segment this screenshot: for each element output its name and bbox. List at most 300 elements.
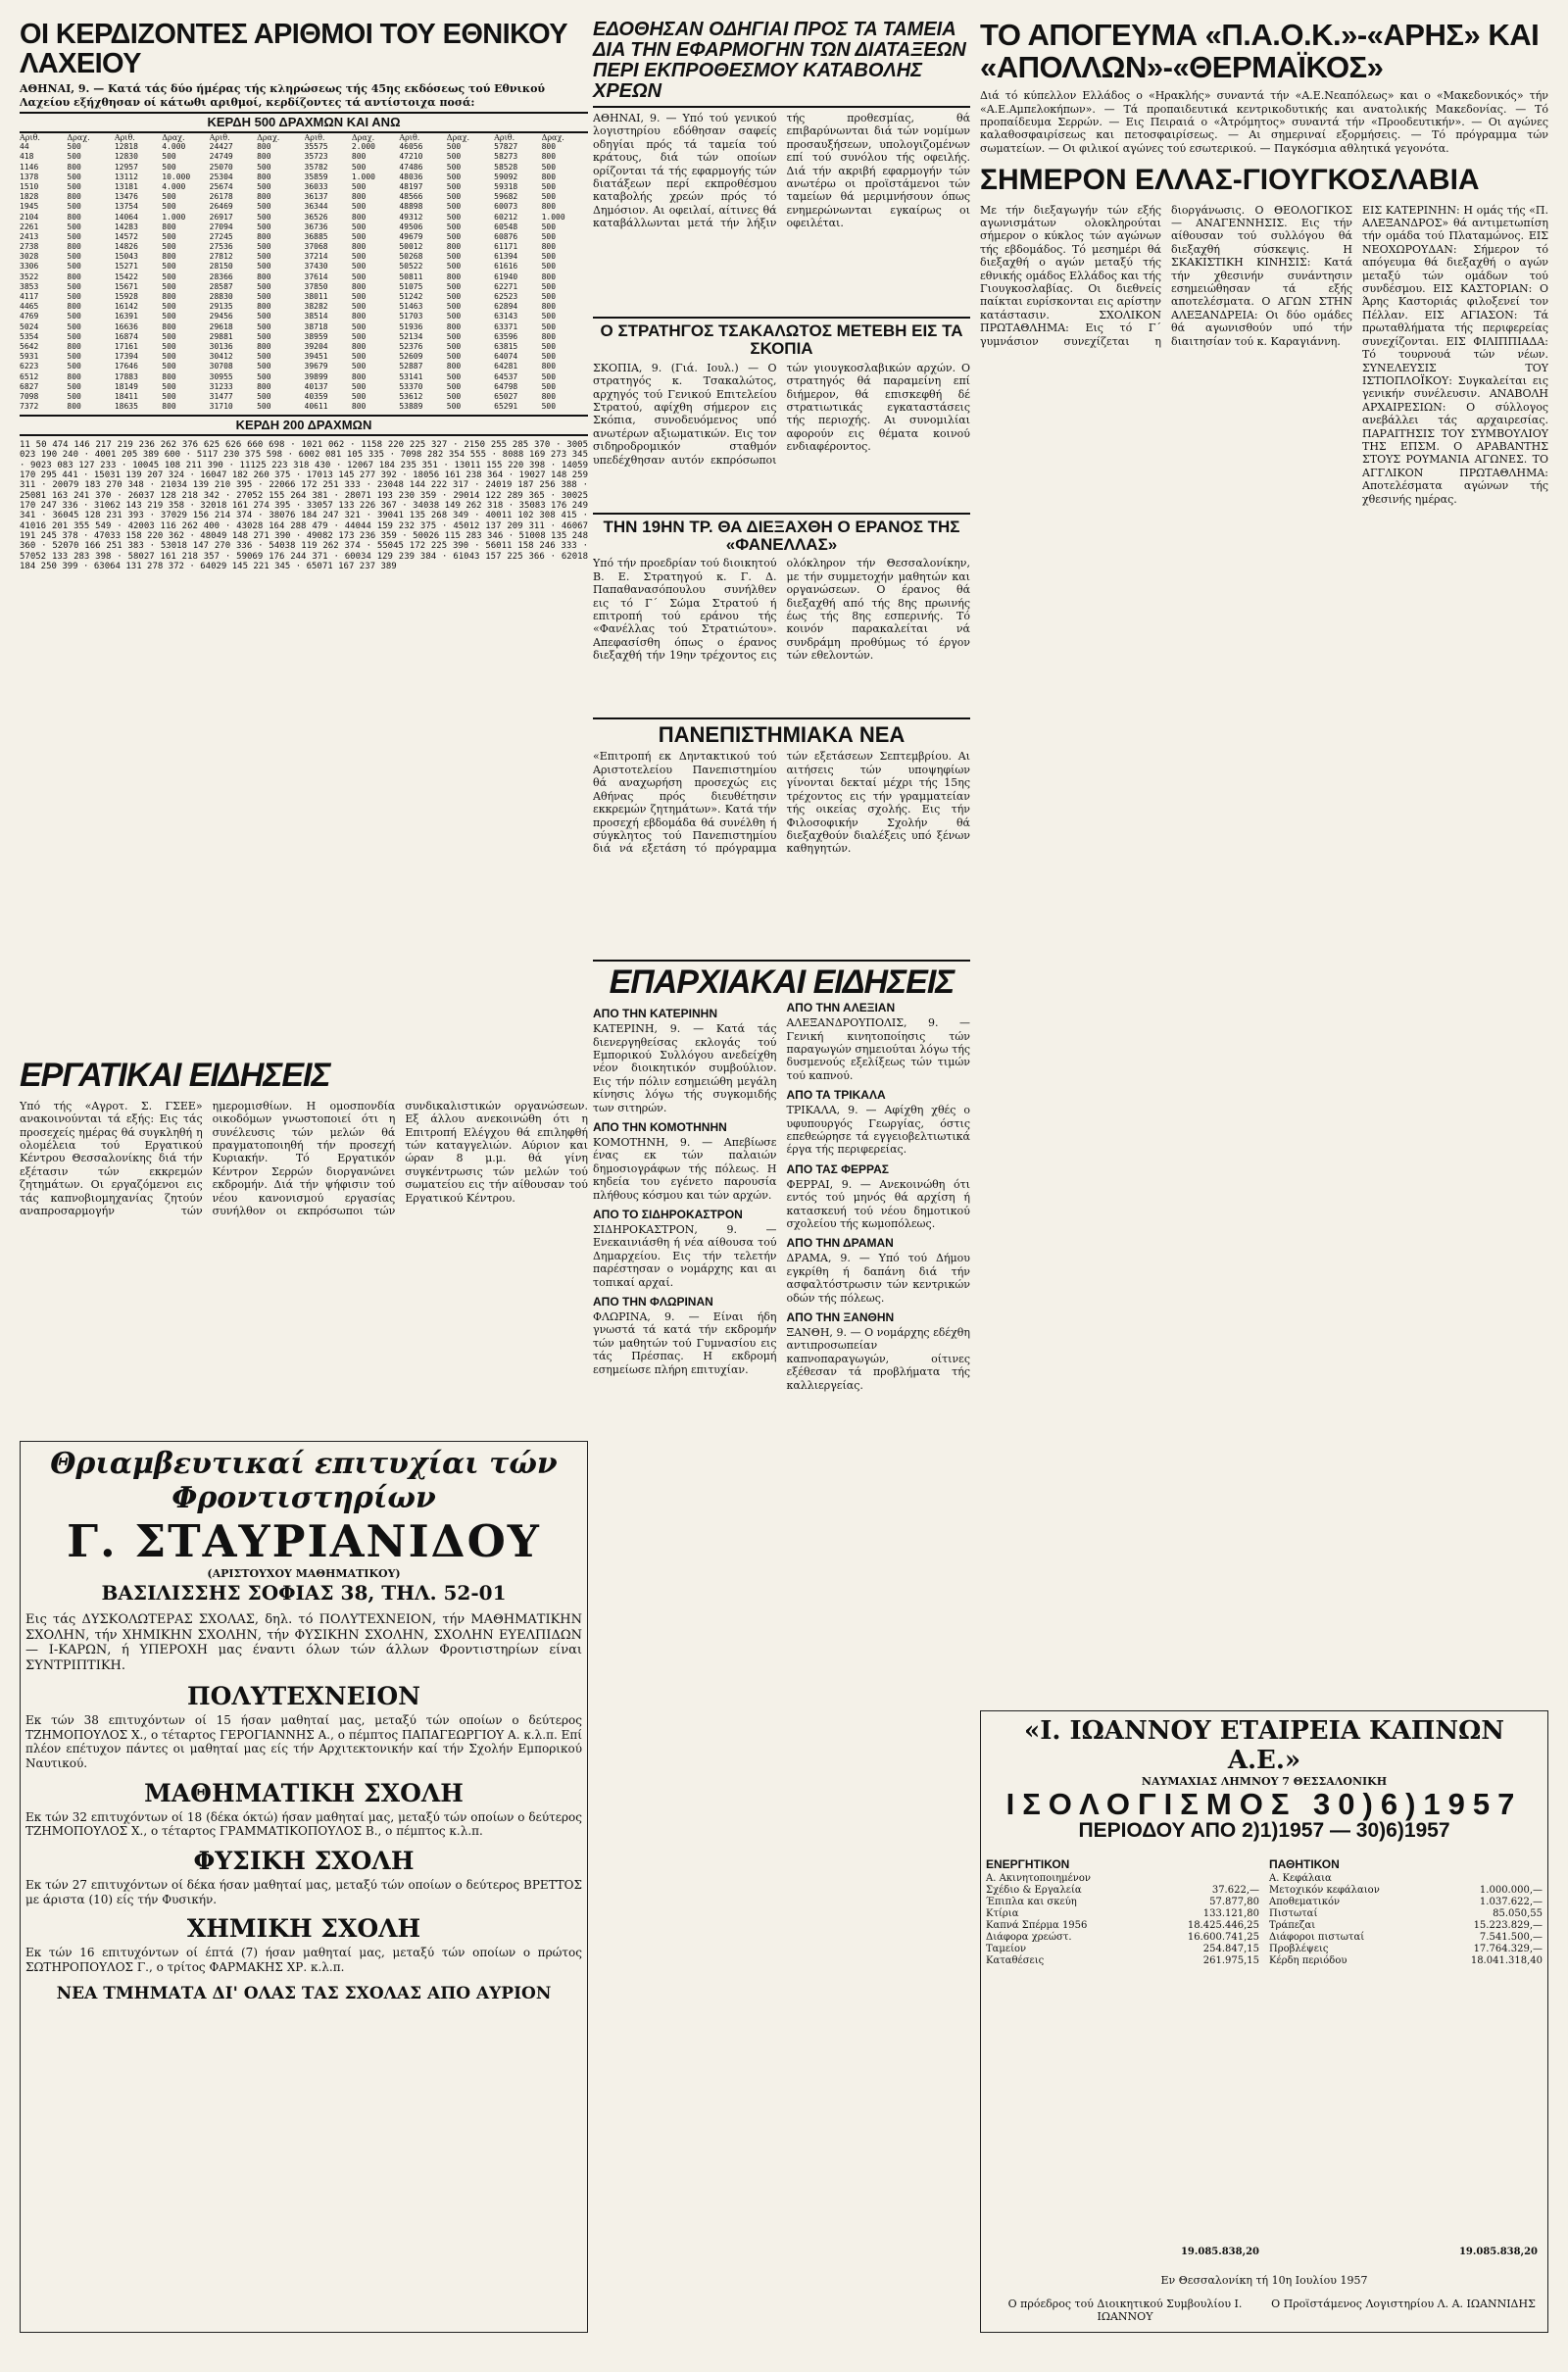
lottery-cell: 10.000 bbox=[162, 172, 191, 181]
lottery-cell: 500 bbox=[162, 391, 176, 401]
lottery-cell: 500 bbox=[162, 362, 176, 371]
lottery-cell: 53889 bbox=[399, 402, 423, 412]
lottery-cell: 800 bbox=[541, 362, 557, 371]
lottery-column-header: Δραχ. bbox=[446, 133, 470, 143]
lottery-cell: 800 bbox=[541, 272, 557, 281]
lottery-cell: 500 bbox=[446, 212, 462, 222]
lottery-cell: 800 bbox=[541, 152, 557, 162]
province-text: ΑΛΕΞΑΝΔΡΟΥΠΟΛΙΣ, 9. — Γενική κινητοποίησις τών παραγωγών σημειούται λόγω τής δυσμενούς εξελίξεως τών τιμών τού καπνού. bbox=[786, 1016, 970, 1082]
lottery-cell: 500 bbox=[162, 281, 176, 291]
lottery-cell: 500 bbox=[257, 242, 271, 252]
province-place: ΑΠΟ ΤΑ ΤΡΙΚΑΛΑ bbox=[786, 1088, 886, 1103]
lottery-cell: 28587 bbox=[209, 281, 233, 291]
tutoring-section-title: ΧΗΜΙΚΗ ΣΧΟΛΗ bbox=[186, 1914, 421, 1944]
lottery-cell: 7372 bbox=[20, 402, 39, 412]
tutoring-section-title: ΜΑΘΗΜΑΤΙΚΗ ΣΧΟΛΗ bbox=[144, 1778, 464, 1807]
asset-row bbox=[986, 1873, 1259, 1885]
lottery-cell: 17883 bbox=[114, 371, 138, 381]
lottery-cell: 500 bbox=[541, 192, 557, 202]
lottery-cell: 500 bbox=[541, 281, 557, 291]
lottery-cell: 800 bbox=[67, 302, 81, 312]
lottery-column-header: Δραχ. bbox=[541, 133, 564, 143]
lottery-cell: 500 bbox=[351, 162, 367, 172]
lottery-cell: 14064 bbox=[114, 212, 138, 222]
lottery-cell: 60548 bbox=[494, 222, 518, 231]
asset-row bbox=[986, 1897, 1259, 1908]
cashiers-headline: ΕΔΟΘΗΣΑΝ ΟΔΗΓΙΑΙ ΠΡΟΣ ΤΑ ΤΑΜΕΙΑ ΔΙΑ ΤΗΝ ΕΦΑΡΜΟΓΗΝ ΤΩΝ ΔΙΑΤΑΞΕΩΝ ΠΕΡΙ ΕΚΠΡΟΘΕΣΜΟΥ ΚΑΤΑΒΟΛΗΣ ΧΡΕΩΝ bbox=[593, 20, 970, 108]
province-item bbox=[593, 1007, 777, 1114]
tobacco-title: ΙΣΟΛΟΓΙΣΜΟΣ 30)6)1957 bbox=[1005, 1786, 1523, 1821]
lottery-cell: 500 bbox=[67, 292, 81, 302]
lottery-cell: 500 bbox=[351, 202, 367, 212]
tutoring-result-section bbox=[25, 1847, 582, 1906]
liability-value: 7.541.500,— bbox=[1479, 1932, 1543, 1944]
lottery-cell: 35575 bbox=[304, 142, 328, 152]
lottery-cell: 64281 bbox=[494, 362, 518, 371]
liability-row bbox=[1269, 1944, 1543, 1955]
lottery-cell: 63815 bbox=[494, 341, 518, 351]
university-headline: ΠΑΝΕΠΙΣΤΗΜΙΑΚΑ ΝΕΑ bbox=[658, 722, 906, 748]
lottery-cell: 3853 bbox=[20, 281, 39, 291]
lottery-cell: 63371 bbox=[494, 321, 518, 331]
lottery-cell: 16391 bbox=[114, 312, 138, 321]
lottery-cell: 800 bbox=[446, 362, 462, 371]
lottery-cell: 38959 bbox=[304, 331, 328, 341]
lottery-cell: 3522 bbox=[20, 272, 39, 281]
lottery-cell: 37214 bbox=[304, 252, 328, 262]
lottery-cell: 800 bbox=[446, 321, 462, 331]
lottery-cell: 500 bbox=[351, 352, 367, 362]
lottery-cell: 500 bbox=[162, 262, 176, 272]
tobacco-headline: «Ι. ΙΩΑΝΝΟΥ ΕΤΑΙΡΕΙΑ ΚΑΠΝΩΝ Α.Ε.» bbox=[1023, 1716, 1505, 1775]
lottery-cell: 58273 bbox=[494, 152, 518, 162]
lottery-table-title: ΚΕΡΔΗ 500 ΔΡΑΧΜΩΝ ΚΑΙ ΑΝΩ bbox=[20, 112, 588, 133]
lottery-cell: 800 bbox=[446, 242, 462, 252]
lottery-headline: ΟΙ ΚΕΡΔΙΖΟΝΤΕΣ ΑΡΙΘΜΟΙ ΤΟΥ ΕΘΝΙΚΟΥ ΛΑΧΕΙΟΥ bbox=[20, 19, 567, 80]
liability-row bbox=[1269, 1873, 1543, 1885]
lottery-cell: 800 bbox=[541, 391, 557, 401]
lottery-cell: 500 bbox=[351, 231, 367, 241]
lottery-cell: 27812 bbox=[209, 252, 233, 262]
lottery-cell: 59682 bbox=[494, 192, 518, 202]
lottery-cell: 500 bbox=[257, 352, 271, 362]
lottery-cell: 40359 bbox=[304, 391, 328, 401]
lottery-cell: 800 bbox=[162, 321, 176, 331]
tutoring-result-section bbox=[25, 1779, 582, 1839]
fanella-body: Υπό τήν προεδρίαν τού διοικητού Β. Ε. Στρατηγού κ. Γ. Δ. Παπαθανασόπουλου συνήλθεν εις τό Γ΄ Σώμα Στρατού ή επιτροπή τού εράνου τής «Φανέλλας τού Στρατιώτου». Απεφασίσθη όπως ο έρανος διεξαχθή τήν 19ην τρέχοντος εις ολόκληρον τήν Θεσσαλονίκην, με τήν συμμετοχήν μαθητών και οργανώσεων. Ο έρανος θά διεξαχθή από τής 8ης πρωινής έως τής 8ης εσπερινής. Τό κοινόν παρακαλείται νά συνδράμη προθύμως τό έργον τών εθελοντών. bbox=[593, 557, 970, 663]
lottery-cell: 6223 bbox=[20, 362, 39, 371]
lottery-cell: 39899 bbox=[304, 371, 328, 381]
lottery-cell: 500 bbox=[162, 202, 176, 212]
lottery-cell: 500 bbox=[351, 302, 367, 312]
liability-label: Α. Κεφάλαια bbox=[1269, 1873, 1332, 1885]
lottery-cell: 26178 bbox=[209, 192, 233, 202]
lottery-cell: 62894 bbox=[494, 302, 518, 312]
lottery-cell: 48898 bbox=[399, 202, 423, 212]
lottery-cell: 800 bbox=[257, 152, 271, 162]
lottery-cell: 24427 bbox=[209, 142, 233, 152]
lottery-cell: 60073 bbox=[494, 202, 518, 212]
lottery-cell: 30955 bbox=[209, 371, 233, 381]
province-text: ΚΟΜΟΤΗΝΗ, 9. — Απεβίωσε ένας εκ τών παλαιών δημοσιογράφων τής πόλεως. Η κηδεία του εγένετο παρουσία πλήθους κόσμου και τών αρχών. bbox=[593, 1136, 777, 1202]
lottery-cell: 500 bbox=[67, 321, 81, 331]
tutoring-headline: Θριαμβευτικαί επιτυχίαι τών Φροντιστηρίων bbox=[50, 1447, 558, 1515]
lottery-cell: 500 bbox=[446, 152, 462, 162]
lottery-cell: 50522 bbox=[399, 262, 423, 272]
lottery-cell: 800 bbox=[446, 272, 462, 281]
lottery-cell: 418 bbox=[20, 152, 34, 162]
lottery-cell: 59092 bbox=[494, 172, 518, 181]
lottery-cell: 29618 bbox=[209, 321, 233, 331]
lottery-cell: 800 bbox=[541, 142, 557, 152]
asset-label: Σχέδιο & Εργαλεία bbox=[986, 1885, 1082, 1897]
lottery-cell: 500 bbox=[162, 302, 176, 312]
lottery-cell: 16142 bbox=[114, 302, 138, 312]
lottery-cell: 50811 bbox=[399, 272, 423, 281]
lottery-cell: 26469 bbox=[209, 202, 233, 212]
lottery-cell: 3306 bbox=[20, 262, 39, 272]
lottery-cell: 14283 bbox=[114, 222, 138, 231]
lottery-cell: 29881 bbox=[209, 331, 233, 341]
province-text: ΚΑΤΕΡΙΝΗ, 9. — Κατά τάς διενεργηθείσας εκλογάς τού Εμπορικού Συλλόγου ανεδείχθη νέον διοικητικόν συμβούλιον. Εις τήν πόλιν εσημειώθη μεγάλη κίνησις λόγω τής συγκομιδής των σιτηρών. bbox=[593, 1022, 777, 1114]
lottery-cell: 35723 bbox=[304, 152, 328, 162]
tutoring-footer: ΝΕΑ ΤΜΗΜΑΤΑ ΔΙ' ΟΛΑΣ ΤΑΣ ΣΧΟΛΑΣ ΑΠΟ ΑΥΡΙΟΝ bbox=[56, 1984, 552, 2004]
lottery-cell: 61616 bbox=[494, 262, 518, 272]
lottery-cell: 1510 bbox=[20, 181, 39, 191]
lottery-cell: 500 bbox=[351, 262, 367, 272]
lottery-cell: 500 bbox=[257, 222, 271, 231]
lottery-column-header: Αριθ. bbox=[494, 133, 515, 143]
lottery-cell: 500 bbox=[446, 371, 462, 381]
lottery-cell: 5642 bbox=[20, 341, 39, 351]
lottery-cell: 51703 bbox=[399, 312, 423, 321]
lottery-cell: 500 bbox=[446, 231, 462, 241]
lottery-column-header: Αριθ. bbox=[20, 133, 40, 143]
lottery-cell: 38514 bbox=[304, 312, 328, 321]
asset-label: Διάφορα χρεώστ. bbox=[986, 1932, 1072, 1944]
lottery-cell: 500 bbox=[162, 162, 176, 172]
lottery-cell: 36033 bbox=[304, 181, 328, 191]
lottery-column-header: Αριθ. bbox=[114, 133, 135, 143]
lottery-cell: 28150 bbox=[209, 262, 233, 272]
lottery-cell: 37068 bbox=[304, 242, 328, 252]
lottery-cell: 64537 bbox=[494, 371, 518, 381]
lottery-cell: 1.000 bbox=[541, 212, 565, 222]
cashiers-body: ΑΘΗΝΑΙ, 9. — Υπό τού γενικού λογιστηρίου εδόθησαν σαφείς οδηγίαι πρός τά ταμεία τού κράτους, διά τών οποίων ορίζονται τά τής εφαρμογής τών διατάξεων περί εκπροθέσμου καταβολής χρεών πρός τό Δημόσιον. Αι οφειλαί, αίτινες θά καταβάλλωνται μετά τήν λήξιν τής προθεσμίας, θά επιβαρύνωνται διά τών νομίμων προσαυξήσεων, υπολογιζομένων επί τού συνόλου τής οφειλής. Διά τήν ακριβή εφαρμογήν τών ανωτέρω οι προϊστάμενοι τών ταμείων θά μεριμνήσουν όπως ενημερώνωνται εγκαίρως οι οφειλέται. bbox=[593, 112, 970, 230]
lottery-cell: 500 bbox=[257, 362, 271, 371]
lottery-cell: 18635 bbox=[114, 402, 138, 412]
lottery-cell: 7098 bbox=[20, 391, 39, 401]
lottery-cell: 37850 bbox=[304, 281, 328, 291]
lottery-cell: 29135 bbox=[209, 302, 233, 312]
lottery-cell: 500 bbox=[67, 331, 81, 341]
liability-label: Πιστωταί bbox=[1269, 1908, 1318, 1920]
tobacco-address: ΝΑΥΜΑΧΙΑΣ ΛΗΜΝΟΥ 7 ΘΕΣΣΑΛΟΝΙΚΗ bbox=[1141, 1775, 1388, 1788]
lottery-column-header: Δραχ. bbox=[67, 133, 90, 143]
lottery-cell: 500 bbox=[446, 341, 462, 351]
lottery-cell: 40611 bbox=[304, 402, 328, 412]
lottery-cell: 2.000 bbox=[351, 142, 375, 152]
lottery-cell: 28830 bbox=[209, 292, 233, 302]
liability-label: Προβλέψεις bbox=[1269, 1944, 1329, 1955]
lottery-cell: 51242 bbox=[399, 292, 423, 302]
lottery-cell: 12957 bbox=[114, 162, 138, 172]
lottery-cell: 500 bbox=[257, 162, 271, 172]
lottery-cell: 800 bbox=[541, 242, 557, 252]
lottery-cell: 500 bbox=[351, 272, 367, 281]
lottery-cell: 1945 bbox=[20, 202, 39, 212]
lottery-cell: 500 bbox=[446, 162, 462, 172]
lottery-cell: 18149 bbox=[114, 381, 138, 391]
tutoring-section-title: ΠΟΛΥΤΕΧΝΕΙΟΝ bbox=[187, 1682, 420, 1711]
lottery-cell: 800 bbox=[67, 341, 81, 351]
asset-row bbox=[986, 1920, 1259, 1932]
lottery-cell: 500 bbox=[67, 352, 81, 362]
lottery-column-header: Δραχ. bbox=[162, 133, 185, 143]
lottery-cell: 25304 bbox=[209, 172, 233, 181]
lottery-cell: 500 bbox=[446, 331, 462, 341]
province-item bbox=[787, 1310, 971, 1392]
lottery-cell: 35782 bbox=[304, 162, 328, 172]
lottery-cell: 500 bbox=[446, 402, 462, 412]
lottery-cell: 800 bbox=[67, 371, 81, 381]
lottery-cell: 500 bbox=[446, 142, 462, 152]
lottery-cell: 13181 bbox=[114, 181, 138, 191]
asset-label: Έπιπλα και σκεύη bbox=[986, 1897, 1077, 1908]
lottery-cell: 60876 bbox=[494, 231, 518, 241]
lottery-cell: 6827 bbox=[20, 381, 39, 391]
lottery-cell: 500 bbox=[67, 252, 81, 262]
lottery-cell: 800 bbox=[162, 222, 176, 231]
lottery-cell: 500 bbox=[446, 302, 462, 312]
lottery-cell: 800 bbox=[541, 172, 557, 181]
lottery-cell: 48197 bbox=[399, 181, 423, 191]
lottery-cell: 800 bbox=[257, 341, 271, 351]
lottery-cell: 65027 bbox=[494, 391, 518, 401]
labour-headline: ΕΡΓΑΤΙΚΑΙ ΕΙΔΗΣΕΙΣ bbox=[20, 1059, 330, 1094]
lottery-cell: 15928 bbox=[114, 292, 138, 302]
lottery-numbers: 11 50 474 146 217 219 236 262 376 625 626 660 698 · 1021 062 · 1158 220 225 327 · 2150 255 285 370 · 3005 023 190 240 · 4001 205 389 600 · 5117 230 375 598 · 6002 081 105 335 · 7098 282 354 555 · 8088 169 273 345 · 9023 083 127 233 · 10045 108 211 390 · 11125 223 318 430 · 12067 184 235 351 · 13011 155 220 398 · 14059 170 295 441 · 15031 139 207 324 · 16047 182 260 375 · 17013 145 277 392 · 18056 161 238 364 · 19027 148 259 311 · 20079 183 270 348 · 21034 139 210 395 · 22066 172 251 333 · 23048 144 222 317 · 24019 187 256 388 · 25081 163 241 370 · 26037 128 218 342 · 27052 155 264 381 · 28071 193 230 359 · 29014 122 289 365 · 30025 170 247 336 · 31062 143 219 358 · 32018 161 274 395 · 33057 133 226 367 · 34038 149 262 318 · 35083 176 249 341 · 36045 128 231 393 · 37029 156 214 374 · 38076 184 247 321 · 39041 135 268 349 · 40011 102 308 415 · 41016 201 355 549 · 42003 116 262 400 · 43028 164 288 479 · 44044 159 232 375 · 45012 137 209 311 · 46067 191 245 378 · 47033 158 220 362 · 48049 148 271 390 · 49082 173 236 359 · 50026 115 283 346 · 51008 135 248 360 · 52070 166 251 383 · 53018 147 270 336 · 54038 119 262 374 · 55045 172 225 390 · 56011 158 246 333 · 57052 133 283 398 · 58027 161 218 357 · 59069 176 244 371 · 60034 129 239 384 · 61043 157 225 366 · 62018 184 250 399 · 63064 131 278 372 · 64029 145 221 345 · 65071 167 237 389 bbox=[20, 439, 588, 572]
lottery-cell: 800 bbox=[351, 242, 367, 252]
lottery-cell: 4769 bbox=[20, 312, 39, 321]
asset-row bbox=[986, 1955, 1259, 1967]
lottery-cell: 36736 bbox=[304, 222, 328, 231]
province-place: ΑΠΟ ΤΗΝ ΑΛΕΞΙΑΝ bbox=[786, 1001, 896, 1015]
lottery-cell: 500 bbox=[67, 312, 81, 321]
asset-value: 133.121,80 bbox=[1202, 1908, 1259, 1920]
liability-value: 18.041.318,40 bbox=[1470, 1955, 1543, 1967]
asset-label: Ταμείον bbox=[986, 1944, 1027, 1955]
liability-row bbox=[1269, 1932, 1543, 1944]
lottery-cell: 5354 bbox=[20, 331, 39, 341]
lottery-cell: 500 bbox=[541, 181, 557, 191]
lottery-cell: 800 bbox=[351, 341, 367, 351]
lottery-cell: 500 bbox=[351, 252, 367, 262]
lottery-cell: 37430 bbox=[304, 262, 328, 272]
lottery-cell: 36885 bbox=[304, 231, 328, 241]
lottery-cell: 31233 bbox=[209, 381, 233, 391]
lottery-cell: 36344 bbox=[304, 202, 328, 212]
sports-right-column: ΕΙΣ ΚΑΤΕΡΙΝΗΝ: Η ομάς τής «Π. ΑΛΕΞΑΝΔΡΟΣ» θά αντιμετωπίση τήν ομάδα τού Πλαταμώνος. ΕΙΣ ΝΕΟΧΩΡΟΥΔΑΝ: Σήμερον τό απόγευμα θά διεξαχθή ο αγών μεταξύ τών ομάδων τού συνδέσμου. ΕΙΣ ΚΑΣΤΟΡΙΑΝ: Ο Άρης Καστοριάς φιλοξενεί τον Πέλλαν. ΕΙΣ ΑΓΙΑΣΟΝ: Τά πρωταθλήματα τής περιφερείας συνεχίζονται. ΕΙΣ ΦΙΛΙΠΠΙΑΔΑ: Τό τουρνουά τών νέων. ΣΥΝΕΛΕΥΣΙΣ ΤΟΥ ΙΣΤΙΟΠΛΟΪΚΟΥ: Συγκαλείται εις γενικήν συνέλευσιν. ΑΝΑΒΟΛΗ ΑΡΧΑΙΡΕΣΙΩΝ: Ο σύλλογος ανεβάλλει τάς αρχαιρεσίας. ΠΑΡΑΙΤΗΣΙΣ ΤΟΥ ΣΥΜΒΟΥΛΙΟΥ ΤΗΣ ΕΠΣΜ. Ο ΑΡΑΒΑΝΤΗΣ ΣΤΟΥΣ ΡΟΥΜΑΝΙΑ ΑΓΩΝΕΣ. ΤΟ ΑΓΓΛΙΚΟΝ ΠΡΩΤΑΘΛΗΜΑ: Αποτελέσματα αγώνων τής χθεσινής ημέρας. bbox=[1362, 203, 1548, 506]
liability-label: Κέρδη περιόδου bbox=[1269, 1955, 1348, 1967]
lottery-cell: 800 bbox=[162, 292, 176, 302]
lottery-cell: 27245 bbox=[209, 231, 233, 241]
liabilities-label: ΠΑΘΗΤΙΚΟΝ bbox=[1269, 1857, 1340, 1872]
lottery-cell: 64074 bbox=[494, 352, 518, 362]
province-text: ΔΡΑΜΑ, 9. — Υπό τού Δήμου εγκρίθη ή δαπάνη διά τήν ασφαλτόστρωσιν τών κεντρικών οδών τής πόλεως. bbox=[786, 1252, 970, 1305]
lottery-cell: 500 bbox=[257, 281, 271, 291]
lottery-column-header: Δραχ. bbox=[351, 133, 375, 143]
lottery-cell: 500 bbox=[541, 371, 557, 381]
lottery-cell: 500 bbox=[351, 331, 367, 341]
asset-value: 18.425.446,25 bbox=[1187, 1920, 1259, 1932]
asset-row bbox=[986, 1885, 1259, 1897]
province-place: ΑΠΟ ΤΟ ΣΙΔΗΡΟΚΑΣΤΡΟΝ bbox=[593, 1208, 743, 1222]
lottery-cell: 61394 bbox=[494, 252, 518, 262]
lottery-table-header bbox=[20, 133, 588, 142]
lottery-cell: 800 bbox=[351, 281, 367, 291]
university-body: «Επιτροπή εκ Δηντακτικού τού Αριστοτελείου Πανεπιστημίου θά αναχωρήση προσεχώς εις Αθήνας πρός διευθέτησιν εκκρεμών ζητημάτων». Κατά τήν προσεχή εβδομάδα θά συνέλθη ή σύγκλητος τού Πανεπιστημίου διά νά εξετάση τό πρόγραμμα τών εξετάσεων Σεπτεμβρίου. Αι αιτήσεις τών υποψηφίων γίνονται δεκταί μέχρι τής 15ης τρέχοντος εις τήν γραμματείαν τής οικείας σχολής. Εις τήν Φιλοσοφικήν Σχολήν θά διεξαχθούν διαλέξεις υπό ξένων καθηγητών. bbox=[593, 750, 970, 856]
lottery-cell: 500 bbox=[162, 331, 176, 341]
lottery-cell: 39679 bbox=[304, 362, 328, 371]
lottery-cell: 800 bbox=[541, 202, 557, 212]
lottery-cell: 52887 bbox=[399, 362, 423, 371]
lottery-section bbox=[20, 20, 588, 1004]
lottery-cell: 61940 bbox=[494, 272, 518, 281]
tutoring-ad bbox=[20, 1441, 588, 2333]
lottery-cell: 39451 bbox=[304, 352, 328, 362]
lottery-cell: 500 bbox=[446, 252, 462, 262]
lottery-cell: 500 bbox=[257, 181, 271, 191]
lottery-cell: 44 bbox=[20, 142, 29, 152]
tobacco-signer-right: Ο Προϊστάμενος Λογιστηρίου Λ. Α. ΙΩΑΝΝΙΔΗΣ bbox=[1271, 2297, 1536, 2310]
lottery-cell: 500 bbox=[67, 202, 81, 212]
lottery-cell: 800 bbox=[541, 331, 557, 341]
lottery-cell: 14826 bbox=[114, 242, 138, 252]
lottery-cell: 27536 bbox=[209, 242, 233, 252]
lottery-cell: 47210 bbox=[399, 152, 423, 162]
lottery-cell: 500 bbox=[162, 231, 176, 241]
lottery-column-header: Δραχ. bbox=[257, 133, 280, 143]
lottery-cell: 38718 bbox=[304, 321, 328, 331]
lottery-cell: 17394 bbox=[114, 352, 138, 362]
tutoring-intro: Εις τάς ΔΥΣΚΟΛΩΤΕΡΑΣ ΣΧΟΛΑΣ, δηλ. τό ΠΟΛΥΤΕΧΝΕΙΟΝ, τήν ΜΑΘΗΜΑΤΙΚΗΝ ΣΧΟΛΗΝ, τήν ΧΗΜΙΚΗΝ ΣΧΟΛΗΝ, τήν ΦΥΣΙΚΗΝ ΣΧΟΛΗΝ, ΣΧΟΛΗΝ ΕΥΕΛΠΙΔΩΝ — Ι-ΚΑΡΩΝ, ή ΥΠΕΡΟΧΗ μας έναντι όλων τών άλλων Φροντιστηρίων είναι ΣΥΝΤΡΙΠΤΙΚΗ. bbox=[25, 1611, 582, 1674]
lottery-cell: 49312 bbox=[399, 212, 423, 222]
lottery-cell: 500 bbox=[162, 242, 176, 252]
lottery-cell: 25674 bbox=[209, 181, 233, 191]
general-headline: Ο ΣΤΡΑΤΗΓΟΣ ΤΣΑΚΑΛΩΤΟΣ ΜΕΤΕΒΗ ΕΙΣ ΤΑ ΣΚΟΠΙΑ bbox=[600, 321, 963, 358]
lottery-cell: 500 bbox=[541, 352, 557, 362]
lottery-cell: 500 bbox=[257, 292, 271, 302]
liability-value: 85.050,55 bbox=[1493, 1908, 1543, 1920]
lottery-cell: 800 bbox=[257, 302, 271, 312]
lottery-cell: 6512 bbox=[20, 371, 39, 381]
liability-label: Μετοχικόν κεφάλαιον bbox=[1269, 1885, 1380, 1897]
tobacco-period: ΠΕΡΙΟΔΟΥ ΑΠΟ 2)1)1957 — 30)6)1957 bbox=[1078, 1819, 1450, 1843]
lottery-cell: 13112 bbox=[114, 172, 138, 181]
lottery-cell: 4465 bbox=[20, 302, 39, 312]
tutoring-address: ΒΑΣΙΛΙΣΣΗΣ ΣΟΦΙΑΣ 38, ΤΗΛ. 52-01 bbox=[101, 1580, 507, 1605]
lottery-cell: 500 bbox=[162, 341, 176, 351]
lottery-cell: 27094 bbox=[209, 222, 233, 231]
lottery-cell: 15043 bbox=[114, 252, 138, 262]
lottery-cell: 500 bbox=[257, 321, 271, 331]
lottery-cell: 48566 bbox=[399, 192, 423, 202]
lottery-cell: 38011 bbox=[304, 292, 328, 302]
lottery-cell: 1378 bbox=[20, 172, 39, 181]
province-place: ΑΠΟ ΤΗΝ ΚΟΜΟΤΗΝΗΝ bbox=[593, 1120, 727, 1134]
lottery-cell: 58528 bbox=[494, 162, 518, 172]
liability-row bbox=[1269, 1908, 1543, 1920]
lottery-cell: 500 bbox=[67, 172, 81, 181]
lottery-cell: 800 bbox=[67, 242, 81, 252]
lottery-cell: 800 bbox=[67, 192, 81, 202]
lottery-cell: 500 bbox=[257, 252, 271, 262]
lottery-cell: 800 bbox=[541, 302, 557, 312]
lottery-cell: 25070 bbox=[209, 162, 233, 172]
asset-value: 57.877,80 bbox=[1209, 1897, 1259, 1908]
lottery-cell: 52609 bbox=[399, 352, 423, 362]
lottery-cell: 59318 bbox=[494, 181, 518, 191]
lottery-cell: 15271 bbox=[114, 262, 138, 272]
lottery-cell: 38282 bbox=[304, 302, 328, 312]
liability-value: 17.764.329,— bbox=[1473, 1944, 1543, 1955]
lottery-cell: 30136 bbox=[209, 341, 233, 351]
tutoring-section-text: Εκ τών 32 επιτυχόντων οί 18 (δέκα όκτώ) ήσαν μαθηταί μας, μεταξύ τών οποίων ο δεύτερος ΤΖΗΜΟΠΟΥΛΟΣ Χ., ο τέταρτος ΓΡΑΜΜΑΤΙΚΟΠΟΥΛΟΣ Β., ο πέμπτος κ.λ.π. bbox=[25, 1809, 582, 1839]
lottery-cell: 500 bbox=[446, 352, 462, 362]
fanella-headline: ΤΗΝ 19ΗΝ ΤΡ. ΘΑ ΔΙΕΞΑΧΘΗ Ο ΕΡΑΝΟΣ ΤΗΣ «ΦΑΝΕΛΛΑΣ» bbox=[603, 517, 960, 554]
lottery-cell: 500 bbox=[446, 192, 462, 202]
liability-row bbox=[1269, 1955, 1543, 1967]
lottery-cell: 12830 bbox=[114, 152, 138, 162]
lottery-cell: 500 bbox=[257, 391, 271, 401]
lottery-cell: 12818 bbox=[114, 142, 138, 152]
lottery-cell: 500 bbox=[446, 381, 462, 391]
lottery-cell: 800 bbox=[351, 402, 367, 412]
liability-label: Τράπεζαι bbox=[1269, 1920, 1316, 1932]
lottery-cell: 500 bbox=[257, 212, 271, 222]
province-place: ΑΠΟ ΤΗΝ ΦΛΩΡΙΝΑΝ bbox=[593, 1295, 713, 1310]
assets-list bbox=[986, 1873, 1259, 1967]
lottery-cell: 500 bbox=[351, 222, 367, 231]
lottery-cell: 500 bbox=[541, 312, 557, 321]
province-text: ΞΑΝΘΗ, 9. — Ο νομάρχης εδέχθη αντιπροσωπείαν καπνοπαραγωγών, οίτινες εξέθεσαν τά προβλήματα τής καλλιεργείας. bbox=[786, 1326, 970, 1392]
tutoring-subtitle: (ΑΡΙΣΤΟΥΧΟΥ ΜΑΘΗΜΑΤΙΚΟΥ) bbox=[207, 1567, 401, 1580]
lottery-column-header: Αριθ. bbox=[399, 133, 420, 143]
lottery-cell: 26917 bbox=[209, 212, 233, 222]
lottery-cell: 500 bbox=[541, 341, 557, 351]
lottery-cell: 51075 bbox=[399, 281, 423, 291]
lottery-cell: 5024 bbox=[20, 321, 39, 331]
lottery-cell: 500 bbox=[162, 152, 176, 162]
lottery-cell: 2413 bbox=[20, 231, 39, 241]
lottery-cell: 50012 bbox=[399, 242, 423, 252]
lottery-cell: 500 bbox=[162, 352, 176, 362]
lottery-cell: 800 bbox=[162, 402, 176, 412]
lottery-cell: 28366 bbox=[209, 272, 233, 281]
lottery-cell: 500 bbox=[67, 152, 81, 162]
lottery-cell: 63596 bbox=[494, 331, 518, 341]
lottery-cell: 4.000 bbox=[162, 142, 186, 152]
lottery-cell: 500 bbox=[446, 262, 462, 272]
lottery-cell: 500 bbox=[257, 262, 271, 272]
province-text: ΣΙΔΗΡΟΚΑΣΤΡΟΝ, 9. — Ενεκαινιάσθη ή νέα αίθουσα τού Δημαρχείου. Εις τήν τελετήν παρέστησαν ο νομάρχης και αι τοπικαί αρχαί. bbox=[593, 1223, 777, 1289]
province-item bbox=[787, 1236, 971, 1305]
liability-value: 15.223.829,— bbox=[1473, 1920, 1543, 1932]
liability-row bbox=[1269, 1885, 1543, 1897]
assets-total: 19.085.838,20 bbox=[1180, 2247, 1259, 2257]
lottery-cell: 13754 bbox=[114, 202, 138, 212]
